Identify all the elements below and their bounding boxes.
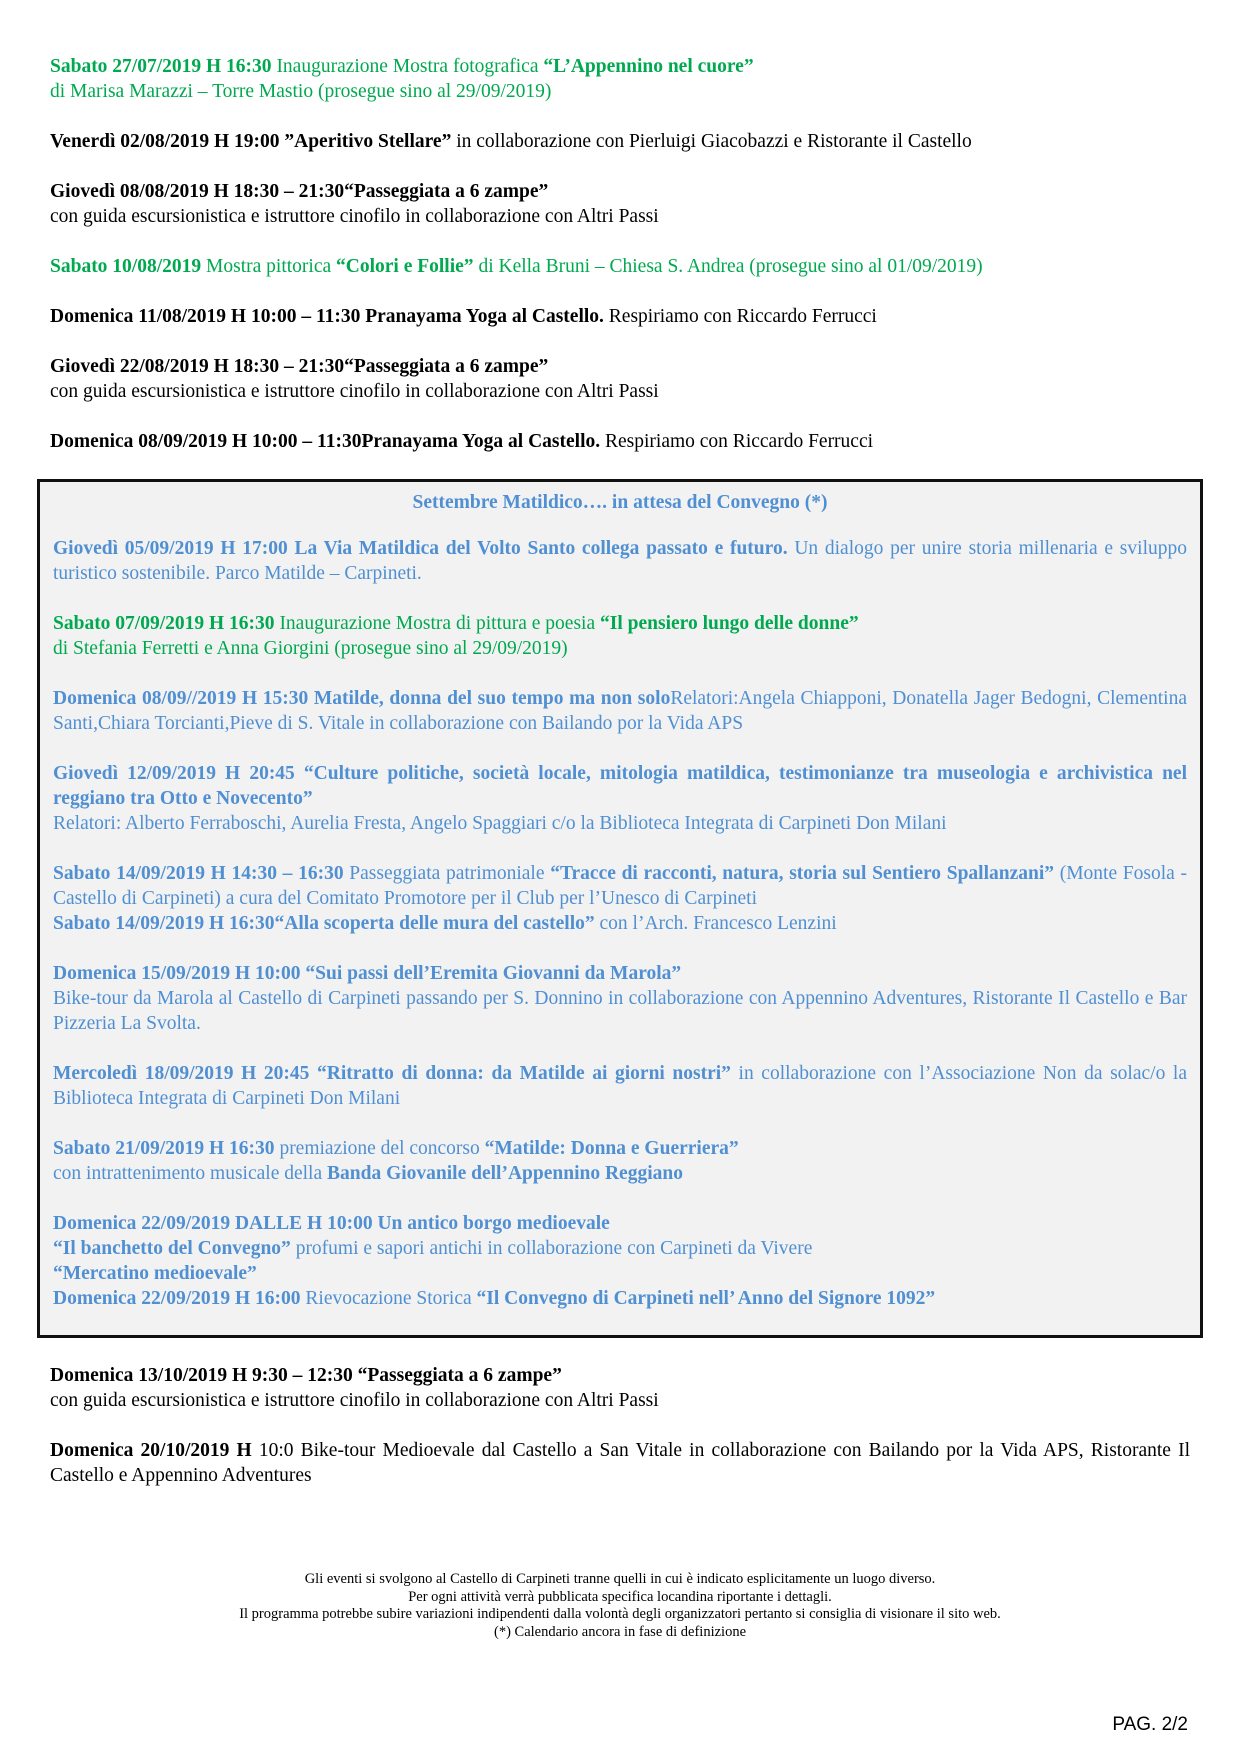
event-details: con guida escursionistica e istruttore cinofilo in collaborazione con Altri Passi bbox=[50, 381, 659, 402]
event-2019-09-21 bbox=[53, 1136, 1187, 1186]
event-text: Rievocazione Storica bbox=[300, 1288, 477, 1309]
event-2019-09-05 bbox=[53, 536, 1187, 586]
event-date: Sabato 07/09/2019 H 16:30 bbox=[53, 613, 275, 634]
event-highlight: “L’Appennino nel cuore” bbox=[543, 56, 754, 77]
event-text: profumi e sapori antichi in collaborazione con Carpineti da Vivere bbox=[290, 1238, 813, 1259]
event-text: Un dialogo per unire storia millenaria e sviluppo turistico sostenibile. Parco Matilde – Carpineti. bbox=[53, 538, 1187, 584]
event-highlight: “Mercatino medioevale” bbox=[53, 1263, 257, 1284]
event-text: Passeggiata patrimoniale bbox=[343, 863, 551, 884]
program-page bbox=[50, 54, 1190, 1513]
event-text: premiazione del concorso bbox=[274, 1138, 485, 1159]
event-date: Giovedì 12/09/2019 H 20:45 “Culture politiche, società locale, mitologia matildica, testimonianze tra museologia e archivistica nel reggiano tra Otto e Novecento” bbox=[53, 763, 1187, 809]
event-highlight: “Tracce di racconti, natura, storia sul Sentiero Spallanzani” bbox=[550, 863, 1055, 884]
footer-line: Gli eventi si svolgono al Castello di Carpineti tranne quelli in cui è indicato esplicitamente un luogo diverso. bbox=[304, 1571, 936, 1587]
event-2019-09-14 bbox=[53, 861, 1187, 936]
event-details: con guida escursionistica e istruttore cinofilo in collaborazione con Altri Passi bbox=[50, 206, 659, 227]
event-details: con guida escursionistica e istruttore cinofilo in collaborazione con Altri Passi bbox=[50, 1390, 659, 1411]
event-date: Giovedì 08/08/2019 H 18:30 – 21:30“Passeggiata a 6 zampe” bbox=[50, 181, 549, 202]
event-2019-07-27 bbox=[50, 54, 1190, 104]
event-2019-09-15 bbox=[53, 961, 1187, 1036]
event-2019-09-07 bbox=[53, 611, 1187, 661]
event-text: Inaugurazione Mostra di pittura e poesia bbox=[274, 613, 600, 634]
event-2019-08-11 bbox=[50, 304, 1190, 329]
box-title-text: Settembre Matildico…. in attesa del Convegno (*) bbox=[412, 492, 828, 513]
event-text: Respiriamo con Riccardo Ferrucci bbox=[603, 306, 877, 327]
box-title bbox=[53, 490, 1187, 515]
footer-line: (*) Calendario ancora in fase di definizione bbox=[493, 1623, 747, 1640]
event-date: Sabato 14/09/2019 H 16:30“Alla scoperta delle mura del castello” bbox=[53, 913, 595, 934]
event-highlight: “Colori e Follie” bbox=[336, 256, 474, 277]
event-2019-08-22 bbox=[50, 354, 1190, 404]
event-text: Relatori:Angela Chiapponi, Donatella Jager Bedogni, Clementina Santi,Chiara Torcianti,Pieve di S. Vitale in collaborazione con Bailando por la Vida APS bbox=[53, 688, 1187, 734]
event-highlight: Banda Giovanile dell’Appennino Reggiano bbox=[327, 1163, 683, 1184]
event-date: Sabato 27/07/2019 H 16:30 bbox=[50, 56, 272, 77]
event-details: con intrattenimento musicale della bbox=[53, 1163, 327, 1184]
event-highlight: “Il pensiero lungo delle donne” bbox=[600, 613, 859, 634]
event-text: in collaborazione con Pierluigi Giacobazzi e Ristorante il Castello bbox=[451, 131, 972, 152]
event-date: Domenica 13/10/2019 H 9:30 – 12:30 “Passeggiata a 6 zampe” bbox=[50, 1365, 562, 1386]
event-text: 10:0 Bike-tour Medioevale dal Castello a San Vitale in collaborazione con Bailando por la Vida APS, Ristorante Il Castello e Appennino Adventures bbox=[50, 1440, 1190, 1486]
event-details: Bike-tour da Marola al Castello di Carpineti passando per S. Donnino in collaborazione con Appennino Adventures, Ristorante Il Castello e Bar Pizzeria La Svolta. bbox=[53, 988, 1187, 1034]
event-2019-09-12 bbox=[53, 761, 1187, 836]
event-details: Relatori: Alberto Ferraboschi, Aurelia Fresta, Angelo Spaggiari c/o la Biblioteca Integrata di Carpineti Don Milani bbox=[53, 813, 947, 834]
event-date: Venerdì 02/08/2019 H 19:00 ”Aperitivo Stellare” bbox=[50, 131, 452, 152]
event-text: (Monte Fosola - Castello di Carpineti) a cura del Comitato Promotore per il Club per l’Unesco di Carpineti bbox=[53, 863, 1187, 909]
event-text: Respiriamo con Riccardo Ferrucci bbox=[600, 431, 874, 452]
event-text: di Kella Bruni – Chiesa S. Andrea (prosegue sino al 01/09/2019) bbox=[473, 256, 983, 277]
event-2019-09-18 bbox=[53, 1061, 1187, 1111]
event-text: Inaugurazione Mostra fotografica bbox=[271, 56, 544, 77]
event-date: Domenica 22/09/2019 DALLE H 10:00 Un antico borgo medioevale bbox=[53, 1213, 610, 1234]
event-2019-08-10 bbox=[50, 254, 1190, 279]
event-date: Domenica 22/09/2019 H 16:00 bbox=[53, 1288, 301, 1309]
event-date: Mercoledì 18/09/2019 H 20:45 “Ritratto di donna: da Matilde ai giorni nostri” bbox=[53, 1063, 731, 1084]
event-date: Giovedì 22/08/2019 H 18:30 – 21:30“Passeggiata a 6 zampe” bbox=[50, 356, 549, 377]
event-2019-08-08 bbox=[50, 179, 1190, 229]
event-date: Sabato 21/09/2019 H 16:30 bbox=[53, 1138, 275, 1159]
event-2019-10-20 bbox=[50, 1438, 1190, 1488]
event-highlight: “Matilde: Donna e Guerriera” bbox=[484, 1138, 739, 1159]
event-highlight: “Il Convegno di Carpineti nell’ Anno del Signore 1092” bbox=[476, 1288, 936, 1309]
event-date: Domenica 20/10/2019 H bbox=[50, 1440, 252, 1461]
event-2019-10-13 bbox=[50, 1363, 1190, 1413]
page-number: PAG. 2/2 bbox=[1112, 1714, 1188, 1735]
event-2019-09-22 bbox=[53, 1211, 1187, 1311]
event-text: con l’Arch. Francesco Lenzini bbox=[594, 913, 837, 934]
settembre-matildico-box bbox=[37, 479, 1203, 1338]
event-date: Domenica 08/09//2019 H 15:30 Matilde, donna del suo tempo ma non solo bbox=[53, 688, 671, 709]
event-date: Domenica 08/09/2019 H 10:00 – 11:30Pranayama Yoga al Castello. bbox=[50, 431, 601, 452]
footer-line: Per ogni attività verrà pubblicata specifica locandina riportante i dettagli. bbox=[408, 1588, 832, 1605]
footer-line: Il programma potrebbe subire variazioni indipendenti dalla volontà degli organizzatori pertanto si consiglia di visionare il sito web. bbox=[239, 1606, 1001, 1622]
event-date: Sabato 10/08/2019 bbox=[50, 256, 202, 277]
footer-notes bbox=[0, 1571, 1240, 1641]
event-2019-09-08-yoga bbox=[50, 429, 1190, 454]
event-2019-08-02 bbox=[50, 129, 1190, 154]
event-highlight: “Il banchetto del Convegno” bbox=[53, 1238, 291, 1259]
event-details: di Marisa Marazzi – Torre Mastio (prosegue sino al 29/09/2019) bbox=[50, 81, 552, 102]
event-date: Domenica 11/08/2019 H 10:00 – 11:30 Pranayama Yoga al Castello. bbox=[50, 306, 604, 327]
event-2019-09-08-matilde bbox=[53, 686, 1187, 736]
event-text: in collaborazione con l’Associazione Non da solac/o la Biblioteca Integrata di Carpineti Don Milani bbox=[53, 1063, 1187, 1109]
event-date: Domenica 15/09/2019 H 10:00 “Sui passi dell’Eremita Giovanni da Marola” bbox=[53, 963, 682, 984]
event-details: di Stefania Ferretti e Anna Giorgini (prosegue sino al 29/09/2019) bbox=[53, 638, 568, 659]
event-text: Mostra pittorica bbox=[201, 256, 336, 277]
event-date: Sabato 14/09/2019 H 14:30 – 16:30 bbox=[53, 863, 344, 884]
event-date: Giovedì 05/09/2019 H 17:00 La Via Matildica del Volto Santo collega passato e futuro. bbox=[53, 538, 788, 559]
